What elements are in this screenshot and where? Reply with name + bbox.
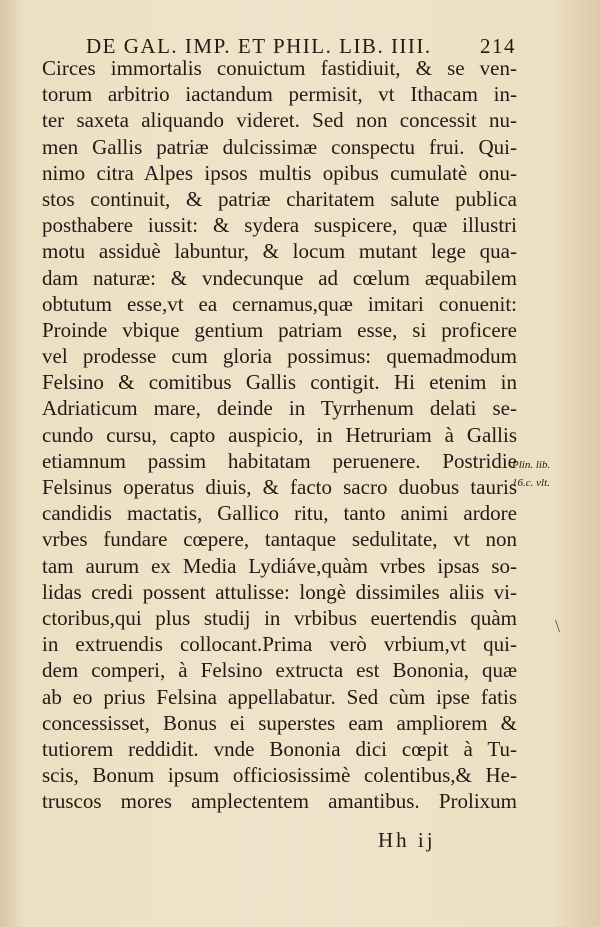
text-line: in extruendis collocant.Prima verò vrbium,vt qui-	[42, 632, 517, 657]
text-line: vel prodesse cum gloria possimus: quemadmodum	[42, 344, 517, 369]
text-line: men Gallis patriæ dulcissimæ conspectu frui. Qui-	[42, 134, 517, 159]
text-line: motu assiduè labuntur, & locum mutant lege qua-	[42, 239, 517, 264]
text-line: lidas credi possent attulisse: longè dissimiles aliis vi-	[42, 579, 517, 604]
text-line: tutiorem reddidit. vnde Bononia dici cœpit à Tu-	[42, 736, 517, 761]
text-line: torum arbitrio iactandum permisit, vt Ithacam in-	[42, 82, 517, 107]
text-line: nimo citra Alpes ipsos multis opibus cumulatè onu-	[42, 160, 517, 185]
text-line: ab eo prius Felsina appellabatur. Sed cùm ipse fatis	[42, 684, 517, 709]
text-line: obtutum esse,vt ea cernamus,quæ imitari conuenit:	[42, 291, 517, 316]
text-line: dem comperi, à Felsino extructa est Bononia, quæ	[42, 658, 517, 683]
text-line: Felsino & comitibus Gallis contigit. Hi etenim in	[42, 370, 517, 395]
pen-mark: \	[555, 616, 561, 636]
text-line: ctoribus,qui plus studij in vrbibus euertendis quàm	[42, 605, 517, 630]
text-line: Felsinus operatus diuis, & facto sacro duobus tauris	[42, 475, 517, 499]
body-text	[42, 55, 517, 814]
text-line: Adriaticum mare, deinde in Tyrrhenum delati se-	[42, 396, 517, 421]
text-line: vrbes fundare cœpere, tantaque sedulitate, vt non	[42, 527, 517, 552]
text-line: dam naturæ: & vndecunque ad cœlum æquabilem	[42, 265, 517, 290]
signature-mark: Hh ij	[378, 828, 436, 852]
text-line: stos continuit, & patriæ charitatem salute publica	[42, 186, 517, 211]
text-line: ter saxeta aliquando videret. Sed non concessit nu-	[42, 108, 517, 133]
running-title: DE GAL. IMP. ET PHIL. LIB. IIII.	[86, 34, 432, 58]
text-line: Proinde vbique gentium patriam esse, si proficere	[42, 317, 517, 342]
page-number: 214	[480, 34, 516, 58]
margin-note-source: Plin. lib.	[512, 459, 551, 471]
text-line: cundo cursu, capto auspicio, in Hetruriam à Gallis	[42, 422, 517, 447]
text-line: candidis mactatis, Gallico ritu, tanto animi ardore	[42, 501, 517, 526]
margin-note-chapter: 16.c. vlt.	[512, 477, 550, 489]
text-line: tam aurum ex Media Lydiáve,quàm vrbes ipsas so-	[42, 553, 517, 578]
text-line: concessisset, Bonus ei superstes eam ampliorem &	[42, 710, 517, 735]
text-line: truscos mores amplectentem amantibus. Prolixum	[42, 789, 517, 814]
text-line: scis, Bonum ipsum officiosissimè colentibus,& He-	[42, 763, 517, 788]
text-line: etiamnum passim habitatam peruenere. Postridie	[42, 448, 517, 473]
text-line: Circes immortalis conuictum fastidiuit, & se ven-	[42, 56, 517, 80]
text-line: posthabere iussit: & sydera suspicere, quæ illustri	[42, 213, 517, 238]
